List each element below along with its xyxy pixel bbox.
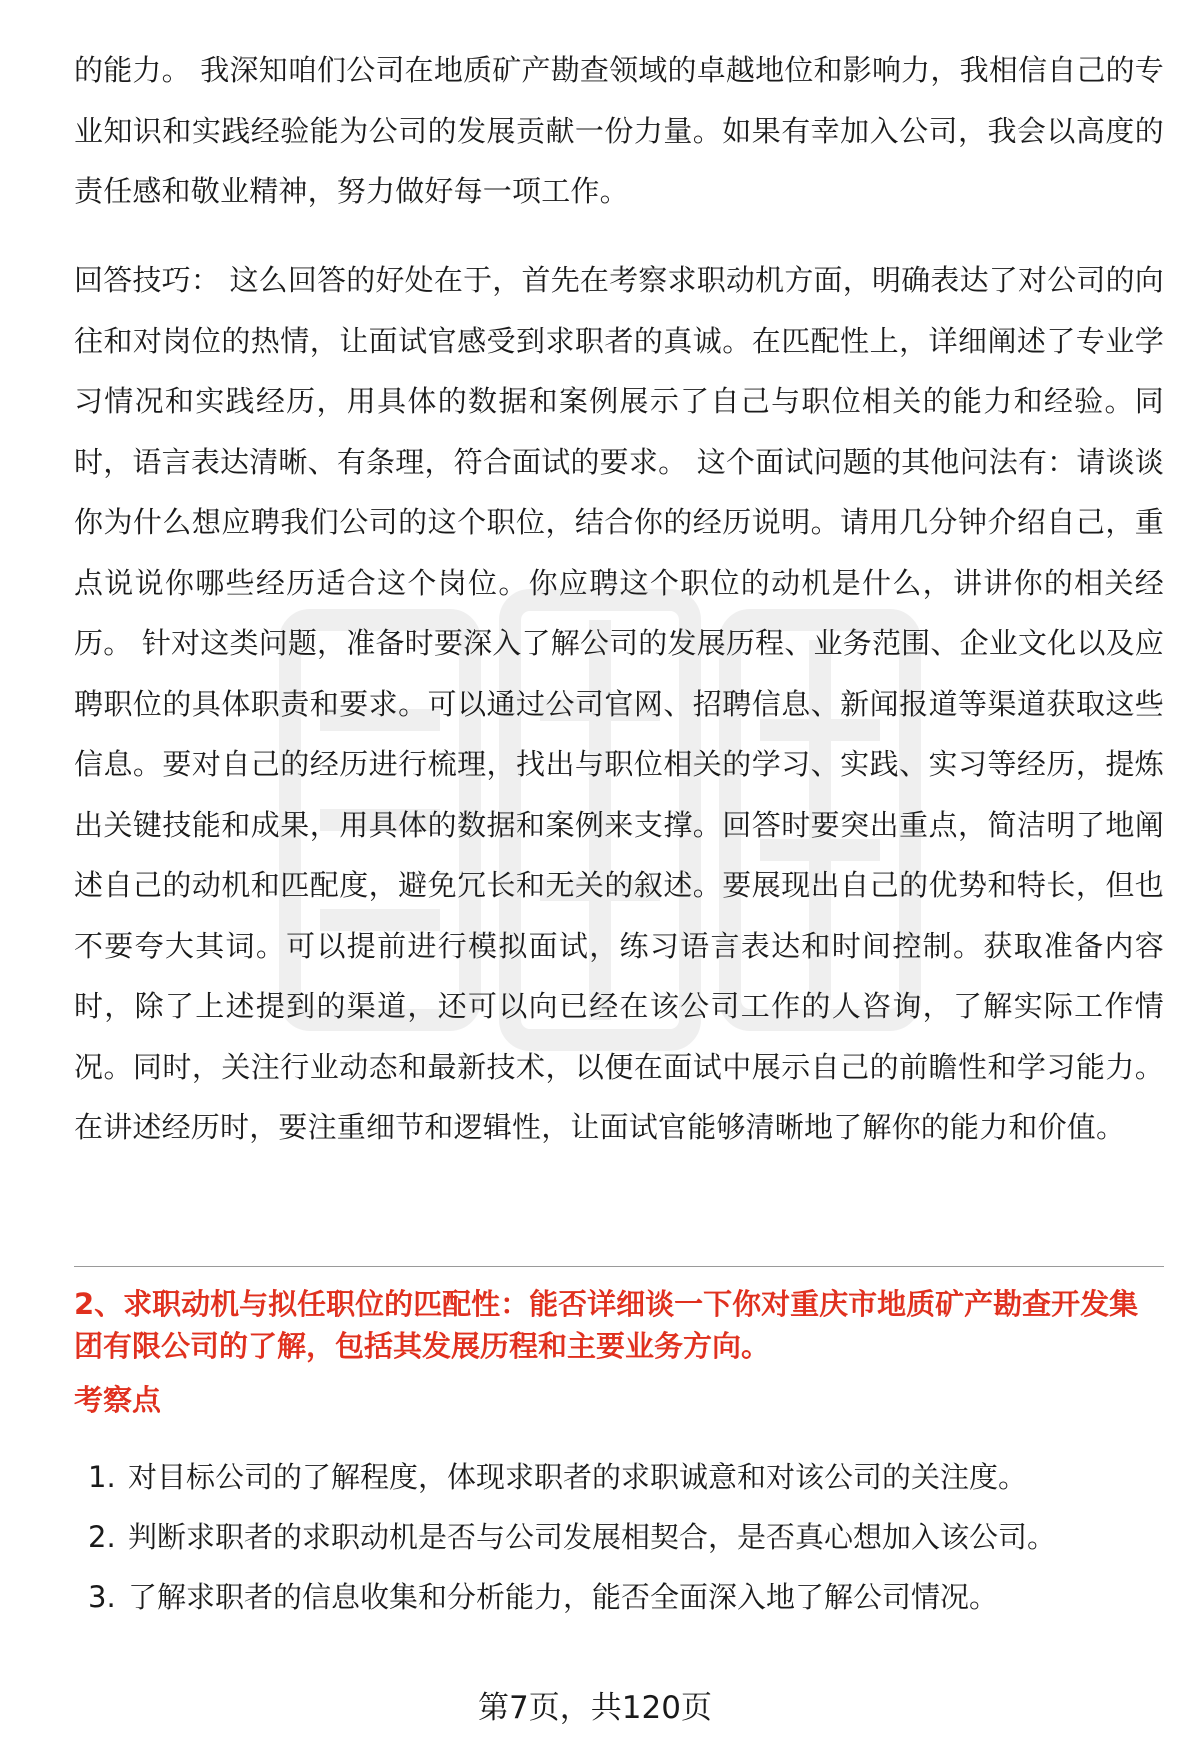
list-item-text: 判断求职者的求职动机是否与公司发展相契合，是否真心想加入该公司。 bbox=[128, 1520, 1057, 1554]
page-number-footer: 第7页，共120页 bbox=[478, 1690, 712, 1726]
paragraph-closing-answer: 的能力。 我深知咱们公司在地质矿产勘查领域的卓越地位和影响力，我相信自己的专业知识和实践经验能为公司的发展贡献一份力量。如果有幸加入公司，我会以高度的责任感和敬业精神，努力做好每一项工作。 bbox=[74, 53, 1164, 208]
list-item bbox=[88, 1567, 1168, 1627]
section-divider bbox=[74, 1266, 1164, 1267]
paragraph-answer-tips: 回答技巧： 这么回答的好处在于，首先在考察求职动机方面，明确表达了对公司的向往和对岗位的热情，让面试官感受到求职者的真诚。在匹配性上，详细阐述了专业学习情况和实践经历，用具体的数据和案例展示了自己与职位相关的能力和经验。同时，语言表达清晰、有条理，符合面试的要求。 这个面试问题的其他问法有：请谈谈你为什么想应聘我们公司的这个职位，结合你的经历说明。请用几分钟介绍自己，重点说说你哪些经历适合这个岗位。你应聘这个职位的动机是什么，讲讲你的相关经历。 针对这类问题，准备时要深入了解公司的发展历程、业务范围、企业文化以及应聘职位的具体职责和要求。可以通过公司官网、招聘信息、新闻报道等渠道获取这些信息。要对自己的经历进行梳理，找出与职位相关的学习、实践、实习等经历，提炼出关键技能和成果，用具体的数据和案例来支撑。回答时要突出重点，简洁明了地阐述自己的动机和匹配度，避免冗长和无关的叙述。要展现出自己的优势和特长，但也不要夸大其词。可以提前进行模拟面试，练习语言表达和时间控制。获取准备内容时，除了上述提到的渠道，还可以向已经在该公司工作的人咨询，了解实际工作情况。同时，关注行业动态和最新技术，以便在面试中展示自己的前瞻性和学习能力。在讲述经历时，要注重细节和逻辑性，让面试官能够清晰地了解你的能力和价值。 bbox=[74, 263, 1164, 1144]
list-item-number: 1. bbox=[88, 1460, 116, 1494]
list-item-number: 2. bbox=[88, 1520, 116, 1554]
list-item-number: 3. bbox=[88, 1580, 116, 1614]
list-item-text: 对目标公司的了解程度，体现求职者的求职诚意和对该公司的关注度。 bbox=[128, 1460, 1028, 1494]
list-item bbox=[88, 1447, 1168, 1507]
section-label-assessment-points: 考察点 bbox=[74, 1383, 162, 1417]
list-item bbox=[88, 1507, 1168, 1567]
question-heading: 2、求职动机与拟任职位的匹配性：能否详细谈一下你对重庆市地质矿产勘查开发集团有限公司的了解，包括其发展历程和主要业务方向。 bbox=[74, 1287, 1139, 1363]
assessment-points-list bbox=[88, 1447, 1168, 1627]
list-item-text: 了解求职者的信息收集和分析能力，能否全面深入地了解公司情况。 bbox=[128, 1580, 999, 1614]
